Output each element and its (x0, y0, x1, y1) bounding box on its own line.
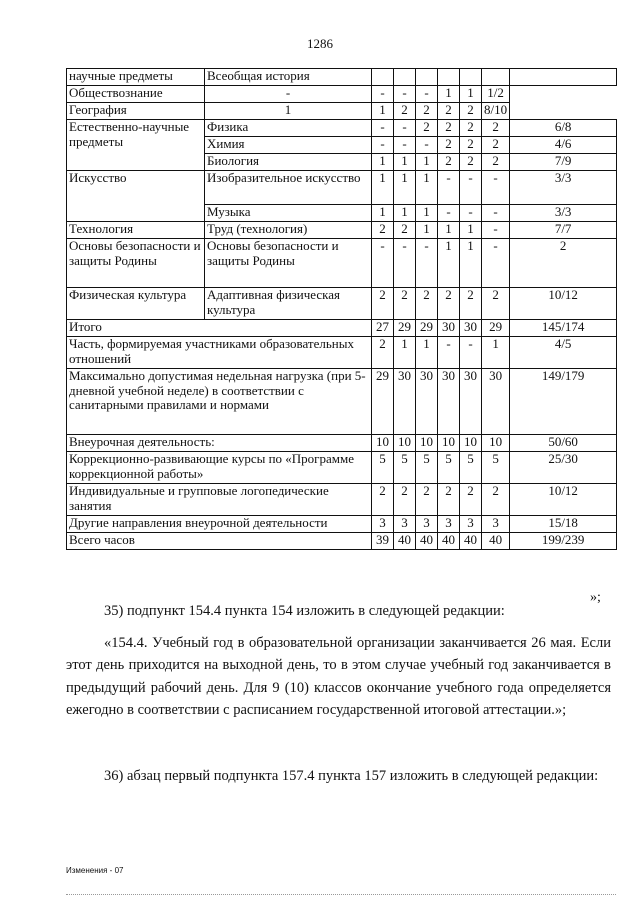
value-cell: 2 (460, 120, 482, 137)
value-cell: - (372, 239, 394, 288)
subject-cell: Изобразительное искусство (205, 171, 372, 205)
value-cell: 1 (372, 154, 394, 171)
value-cell: 3 (394, 516, 416, 533)
total-cell: 3/3 (510, 205, 617, 222)
value-cell: 2 (460, 103, 482, 120)
summary-row (67, 320, 617, 337)
value-cell: 1 (438, 222, 460, 239)
value-cell: 2 (394, 484, 416, 516)
value-cell: - (438, 205, 460, 222)
subject-cell: Физика (205, 120, 372, 137)
value-cell: 3 (438, 516, 460, 533)
table-row (67, 120, 617, 137)
value-cell: 3 (482, 516, 510, 533)
value-cell: 2 (394, 222, 416, 239)
value-cell: - (394, 86, 416, 103)
summary-row (67, 452, 617, 484)
value-cell: - (394, 239, 416, 288)
footer-rule (66, 894, 616, 895)
table-row (67, 171, 617, 205)
value-cell: - (372, 120, 394, 137)
paragraph-154-4: «154.4. Учебный год в образовательной организации заканчивается 26 мая. Если этот день приходится на выходной день, то в этом случае учебный год заканчивается в предыдущий рабочий день. Для 9 (10) классов окончание учебного года определяется ежегодно в соответствии с расписанием государственной итоговой аттестации.»; (66, 635, 611, 719)
value-cell: 1 (416, 154, 438, 171)
area-cell: Естественно-научные предметы (67, 120, 205, 171)
value-cell: 2 (372, 337, 394, 369)
value-cell: 2 (416, 484, 438, 516)
total-cell (510, 69, 617, 86)
value-cell: 10 (438, 435, 460, 452)
total-cell: 10/12 (510, 484, 617, 516)
total-cell: 199/239 (510, 533, 617, 550)
total-cell: 3/3 (510, 171, 617, 205)
table-row (67, 86, 617, 103)
value-cell: - (394, 137, 416, 154)
value-cell: 2 (438, 103, 460, 120)
value-cell: 40 (482, 533, 510, 550)
value-cell: 1 (372, 171, 394, 205)
subject-cell: География (67, 103, 205, 120)
total-cell: 10/12 (510, 288, 617, 320)
value-cell: - (438, 171, 460, 205)
summary-label: Другие направления внеурочной деятельности (67, 516, 372, 533)
value-cell: 27 (372, 320, 394, 337)
value-cell: 3 (372, 516, 394, 533)
value-cell: - (482, 171, 510, 205)
value-cell (460, 69, 482, 86)
value-cell: 1 (372, 205, 394, 222)
value-cell: - (460, 205, 482, 222)
value-cell: 1 (394, 205, 416, 222)
summary-label: Индивидуальные и групповые логопедические занятия (67, 484, 372, 516)
value-cell: 2 (460, 484, 482, 516)
summary-label: Коррекционно-развивающие курсы по «Программе коррекционной работы» (67, 452, 372, 484)
value-cell: 1 (438, 86, 460, 103)
closing-mark: »; (590, 590, 601, 605)
value-cell: 30 (438, 369, 460, 435)
value-cell: 1 (416, 222, 438, 239)
value-cell: 2 (372, 484, 394, 516)
value-cell: 2 (394, 103, 416, 120)
value-cell: - (460, 337, 482, 369)
value-cell: 29 (372, 369, 394, 435)
value-cell: 2 (438, 154, 460, 171)
value-cell: - (416, 86, 438, 103)
value-cell: 1 (416, 337, 438, 369)
value-cell: - (416, 239, 438, 288)
value-cell: 5 (482, 452, 510, 484)
summary-row (67, 337, 617, 369)
value-cell: 10 (482, 435, 510, 452)
value-cell: - (482, 222, 510, 239)
summary-label: Часть, формируемая участниками образовательных отношений (67, 337, 372, 369)
value-cell: 5 (438, 452, 460, 484)
value-cell (416, 69, 438, 86)
value-cell: 1 (394, 171, 416, 205)
value-cell (394, 69, 416, 86)
summary-row (67, 533, 617, 550)
page-number: 1286 (307, 36, 333, 51)
value-cell: 40 (438, 533, 460, 550)
value-cell: 2 (416, 120, 438, 137)
value-cell: - (482, 205, 510, 222)
value-cell (372, 69, 394, 86)
value-cell: 40 (460, 533, 482, 550)
value-cell (438, 69, 460, 86)
value-cell: - (372, 86, 394, 103)
value-cell: 2 (482, 120, 510, 137)
total-cell: 15/18 (510, 516, 617, 533)
value-cell: 1 (372, 103, 394, 120)
subject-cell: Химия (205, 137, 372, 154)
table-row (67, 288, 617, 320)
value-cell: 30 (482, 369, 510, 435)
value-cell: 1 (394, 154, 416, 171)
area-cell: научные предметы (67, 69, 205, 86)
subject-cell: Биология (205, 154, 372, 171)
value-cell: 29 (394, 320, 416, 337)
value-cell: - (438, 337, 460, 369)
area-cell: Физическая культура (67, 288, 205, 320)
value-cell: 1 (460, 239, 482, 288)
value-cell: 3 (416, 516, 438, 533)
value-cell: 29 (482, 320, 510, 337)
value-cell: 2 (482, 137, 510, 154)
summary-label: Итого (67, 320, 372, 337)
total-cell: 2 (510, 239, 617, 288)
summary-row (67, 484, 617, 516)
footer-note: Изменения - 07 (66, 866, 124, 875)
table-row (67, 69, 617, 86)
value-cell: 2 (438, 288, 460, 320)
value-cell: 2 (416, 288, 438, 320)
value-cell: 30 (416, 369, 438, 435)
value-cell: - (372, 137, 394, 154)
value-cell: - (482, 239, 510, 288)
value-cell: 2 (394, 288, 416, 320)
table-row (67, 239, 617, 288)
value-cell: 2 (438, 484, 460, 516)
total-cell: 8/10 (482, 103, 510, 120)
value-cell: 30 (460, 320, 482, 337)
value-cell: 5 (372, 452, 394, 484)
value-cell: 2 (416, 103, 438, 120)
curriculum-table (66, 68, 617, 550)
value-cell: 1 (394, 337, 416, 369)
value-cell: - (205, 86, 372, 103)
total-cell: 1/2 (482, 86, 510, 103)
value-cell: 40 (394, 533, 416, 550)
value-cell: 1 (482, 337, 510, 369)
subject-cell: Основы безопасности и защиты Родины (205, 239, 372, 288)
value-cell: 30 (394, 369, 416, 435)
value-cell: 40 (416, 533, 438, 550)
value-cell: 1 (438, 239, 460, 288)
value-cell: 5 (460, 452, 482, 484)
subject-cell: Музыка (205, 205, 372, 222)
total-cell: 7/9 (510, 154, 617, 171)
summary-row (67, 435, 617, 452)
value-cell: 5 (394, 452, 416, 484)
subject-cell: Адаптивная физическая культура (205, 288, 372, 320)
table-row (67, 103, 617, 120)
paragraph-35: 35) подпункт 154.4 пункта 154 изложить в следующей редакции: (104, 603, 505, 619)
value-cell: - (460, 171, 482, 205)
value-cell: 2 (482, 484, 510, 516)
value-cell: - (416, 137, 438, 154)
total-cell: 145/174 (510, 320, 617, 337)
paragraph-36: 36) абзац первый подпункта 157.4 пункта 157 изложить в следующей редакции: (104, 768, 599, 784)
value-cell: 1 (460, 222, 482, 239)
value-cell: 10 (372, 435, 394, 452)
value-cell: 30 (438, 320, 460, 337)
area-cell: Технология (67, 222, 205, 239)
subject-cell: Обществознание (67, 86, 205, 103)
summary-label: Всего часов (67, 533, 372, 550)
total-cell: 6/8 (510, 120, 617, 137)
summary-row (67, 516, 617, 533)
value-cell: 2 (438, 120, 460, 137)
value-cell: 2 (438, 137, 460, 154)
value-cell: 10 (416, 435, 438, 452)
value-cell: 2 (482, 154, 510, 171)
area-cell: Искусство (67, 171, 205, 222)
value-cell: 2 (460, 154, 482, 171)
value-cell: - (394, 120, 416, 137)
value-cell: 10 (460, 435, 482, 452)
value-cell (482, 69, 510, 86)
total-cell: 25/30 (510, 452, 617, 484)
value-cell: 10 (394, 435, 416, 452)
value-cell: 2 (372, 222, 394, 239)
table-row (67, 222, 617, 239)
value-cell: 2 (460, 137, 482, 154)
total-cell: 50/60 (510, 435, 617, 452)
value-cell: 1 (205, 103, 372, 120)
value-cell: 2 (372, 288, 394, 320)
summary-label: Внеурочная деятельность: (67, 435, 372, 452)
total-cell: 149/179 (510, 369, 617, 435)
value-cell: 2 (460, 288, 482, 320)
value-cell: 29 (416, 320, 438, 337)
value-cell: 2 (482, 288, 510, 320)
subject-cell: Труд (технология) (205, 222, 372, 239)
value-cell: 5 (416, 452, 438, 484)
value-cell: 30 (460, 369, 482, 435)
value-cell: 1 (416, 171, 438, 205)
total-cell: 7/7 (510, 222, 617, 239)
value-cell: 1 (460, 86, 482, 103)
total-cell: 4/5 (510, 337, 617, 369)
subject-cell: Всеобщая история (205, 69, 372, 86)
summary-row (67, 369, 617, 435)
total-cell: 4/6 (510, 137, 617, 154)
value-cell: 1 (416, 205, 438, 222)
value-cell: 39 (372, 533, 394, 550)
area-cell: Основы безопасности и защиты Родины (67, 239, 205, 288)
value-cell: 3 (460, 516, 482, 533)
summary-label: Максимально допустимая недельная нагрузка (при 5-дневной учебной неделе) в соответствии с санитарными правилами и нормами (67, 369, 372, 435)
